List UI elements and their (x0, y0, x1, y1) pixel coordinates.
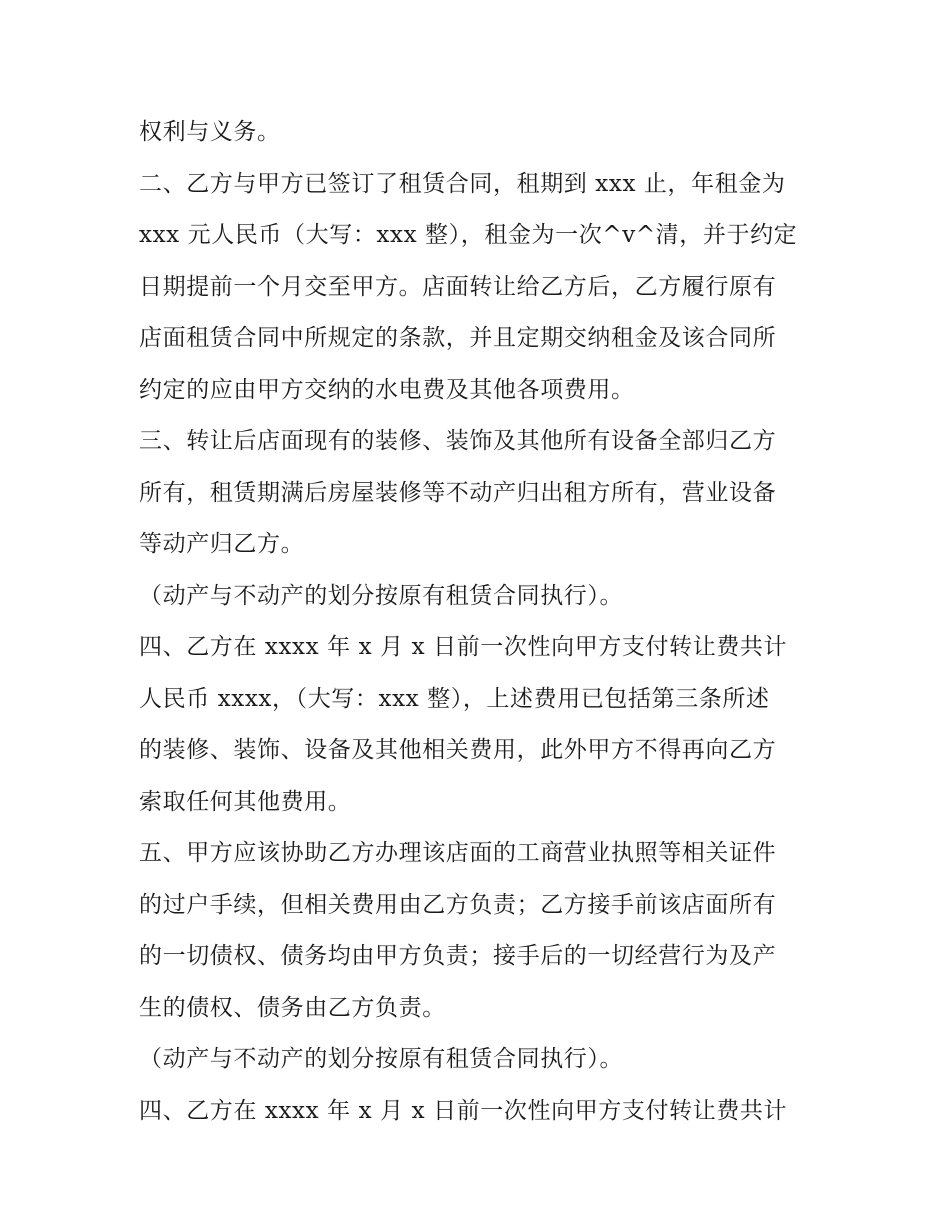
text-line: 等动产归乙方。 (139, 531, 305, 557)
text-line: 生的债权、债务由乙方负责。 (139, 994, 446, 1021)
text-line: 四、乙方在 xxxx 年 x 月 x 日前一次性向甲方支付转让费共计 (139, 634, 788, 660)
text-line: 索取任何其他费用。 (139, 788, 352, 815)
text-line: 二、乙方与甲方已签订了租赁合同，租期到 xxx 止，年租金为 (139, 170, 786, 197)
text-line: 五、甲方应该协助乙方办理该店面的工商营业执照等相关证件 (139, 840, 777, 866)
text-line: 所有，租赁期满后房屋装修等不动产归出租方所有，营业设备 (139, 479, 777, 506)
text-line: 三、转让后店面现有的装修、装饰及其他所有设备全部归乙方 (139, 428, 777, 454)
text-line: xxx 元人民币（大写：xxx 整），租金为一次^v^清，并于约定 (139, 222, 798, 248)
document-body (139, 107, 819, 1137)
text-line: 的一切债权、债务均由甲方负责；接手后的一切经营行为及产 (139, 943, 777, 969)
text-line: 的过户手续，但相关费用由乙方负责；乙方接手前该店面所有 (139, 891, 777, 918)
text-line: 日期提前一个月交至甲方。店面转让给乙方后，乙方履行原有 (139, 273, 777, 300)
text-line: 四、乙方在 xxxx 年 x 月 x 日前一次性向甲方支付转让费共计 (139, 1097, 788, 1124)
text-line: （动产与不动产的划分按原有租赁合同执行）。 (139, 582, 624, 609)
text-line: 店面租赁合同中所规定的条款，并且定期交纳租金及该合同所 (139, 325, 777, 351)
text-line: 人民币 xxxx，（大写：xxx 整），上述费用已包括第三条所述 (139, 685, 770, 712)
text-line: 权利与义务。 (139, 119, 281, 145)
text-line: 的装修、装饰、设备及其他相关费用，此外甲方不得再向乙方 (139, 737, 777, 763)
text-line: （动产与不动产的划分按原有租赁合同执行）。 (139, 1046, 624, 1072)
text-line: 约定的应由甲方交纳的水电费及其他各项费用。 (139, 376, 635, 403)
